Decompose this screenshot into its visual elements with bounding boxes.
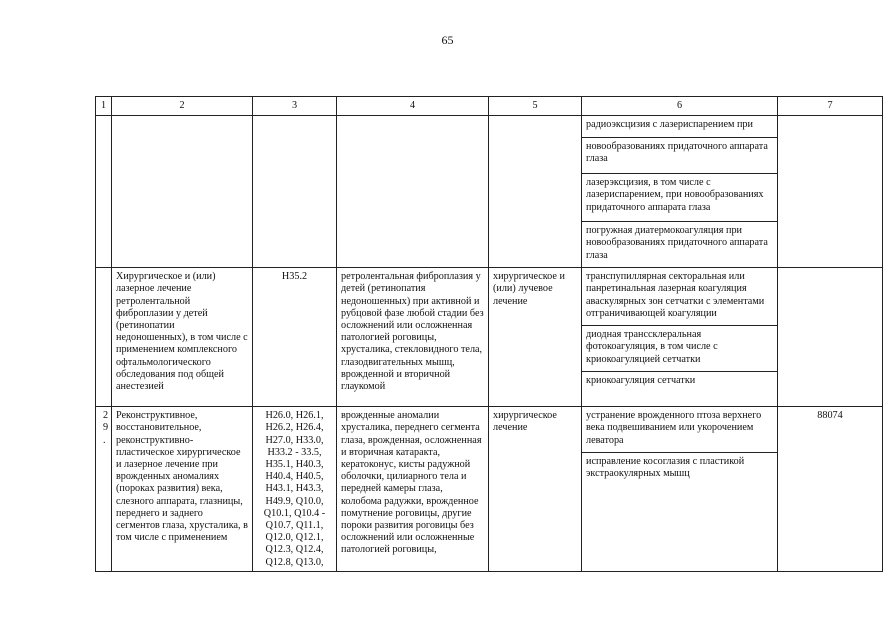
- cost-cell: 88074: [778, 407, 883, 572]
- table-row: [96, 268, 883, 407]
- column-header: 6: [582, 97, 778, 116]
- row-number-cell: [96, 268, 112, 407]
- icd-codes-cell: [253, 116, 337, 268]
- cost-cell: [778, 116, 883, 268]
- page-number: 65: [441, 33, 454, 47]
- method-item: исправление косоглазия с пластикой экстраокулярных мышц: [586, 456, 745, 480]
- column-header: 1: [96, 97, 112, 116]
- row-number-cell: [96, 116, 112, 268]
- procedures-table: [95, 96, 883, 572]
- method-item: диодная транссклеральная фотокоагуляция, в том числе с криокоагуляцией сетчатки: [582, 326, 777, 372]
- method-item: погружная диатермокоагуляция при новообразованиях придаточного аппарата глаза: [586, 225, 768, 261]
- diagnosis-cell: ретролентальная фиброплазия у детей (ретинопатия недоношенных) при активной и рубцовой фазе любой стадии без осложнений или осложненная патологией роговицы, хрусталика, стекловидного тела, глазодвигательных мышц, врожденной и вторичной глаукомой: [337, 268, 489, 407]
- method-item: транспупиллярная секторальная или панретинальная лазерная коагуляция аваскулярных зон сетчатки с элементами отграничивающей коагуляции: [582, 268, 777, 326]
- method-item: криокоагуляция сетчатки: [586, 375, 696, 387]
- column-header: 5: [489, 97, 582, 116]
- column-header: 4: [337, 97, 489, 116]
- method-item: устранение врожденного птоза верхнего века подвешиванием или укорочением леватора: [582, 407, 777, 453]
- procedure-name-cell: Хирургическое и (или) лазерное лечение ретролентальной фиброплазии у детей (ретинопатии недоношенных), в том числе с применением комплексного офтальмологического обследования под общей анестезией: [112, 268, 253, 407]
- method-item: новообразованиях придаточного аппарата глаза: [582, 138, 777, 174]
- column-header: 3: [253, 97, 337, 116]
- icd-codes-cell: H35.2: [253, 268, 337, 407]
- diagnosis-cell: [337, 116, 489, 268]
- icd-codes-cell: H26.0, H26.1, H26.2, H26.4, H27.0, H33.0, H33.2 - 33.5, H35.1, H40.3, H40.4, H40.5, H43.1, H43.3, H49.9, Q10.0, Q10.1, Q10.4 - Q10.7, Q11.1, Q12.0, Q12.1, Q12.3, Q12.4, Q12.8, Q13.0,: [253, 407, 337, 572]
- method-item: лазерэксцизия, в том числе с лазериспарением, при новообразованиях придаточного аппарата глаза: [582, 174, 777, 222]
- diagnosis-cell: врожденные аномалии хрусталика, переднего сегмента глаза, врожденная, осложненная и вторичная катаракта, кератоконус, кисты радужной оболочки, цилиарного тела и передней камеры глаза, колобома радужки, врожденное помутнение роговицы, другие пороки развития роговицы без осложнений или осложненные патологией роговицы,: [337, 407, 489, 572]
- table-row: [96, 116, 883, 268]
- table-row: [96, 407, 883, 572]
- method-cell: [582, 407, 778, 572]
- row-number-cell: 29.: [96, 407, 112, 572]
- table-header-row: [96, 97, 883, 116]
- column-header: 7: [778, 97, 883, 116]
- procedure-name-cell: [112, 116, 253, 268]
- procedure-name-cell: Реконструктивное, восстановительное, реконструктивно-пластическое хирургическое и лазерное лечение при врожденных аномалиях (пороках развития) века, слезного аппарата, глазницы, переднего и заднего сегментов глаза, хрусталика, в том числе с применением: [112, 407, 253, 572]
- column-header: 2: [112, 97, 253, 116]
- method-item: радиоэксцизия с лазериспарением при: [582, 116, 777, 138]
- method-cell: [582, 116, 778, 268]
- treatment-type-cell: хирургическое и (или) лучевое лечение: [489, 268, 582, 407]
- treatment-type-cell: хирургическое лечение: [489, 407, 582, 572]
- cost-cell: [778, 268, 883, 407]
- method-cell: [582, 268, 778, 407]
- treatment-type-cell: [489, 116, 582, 268]
